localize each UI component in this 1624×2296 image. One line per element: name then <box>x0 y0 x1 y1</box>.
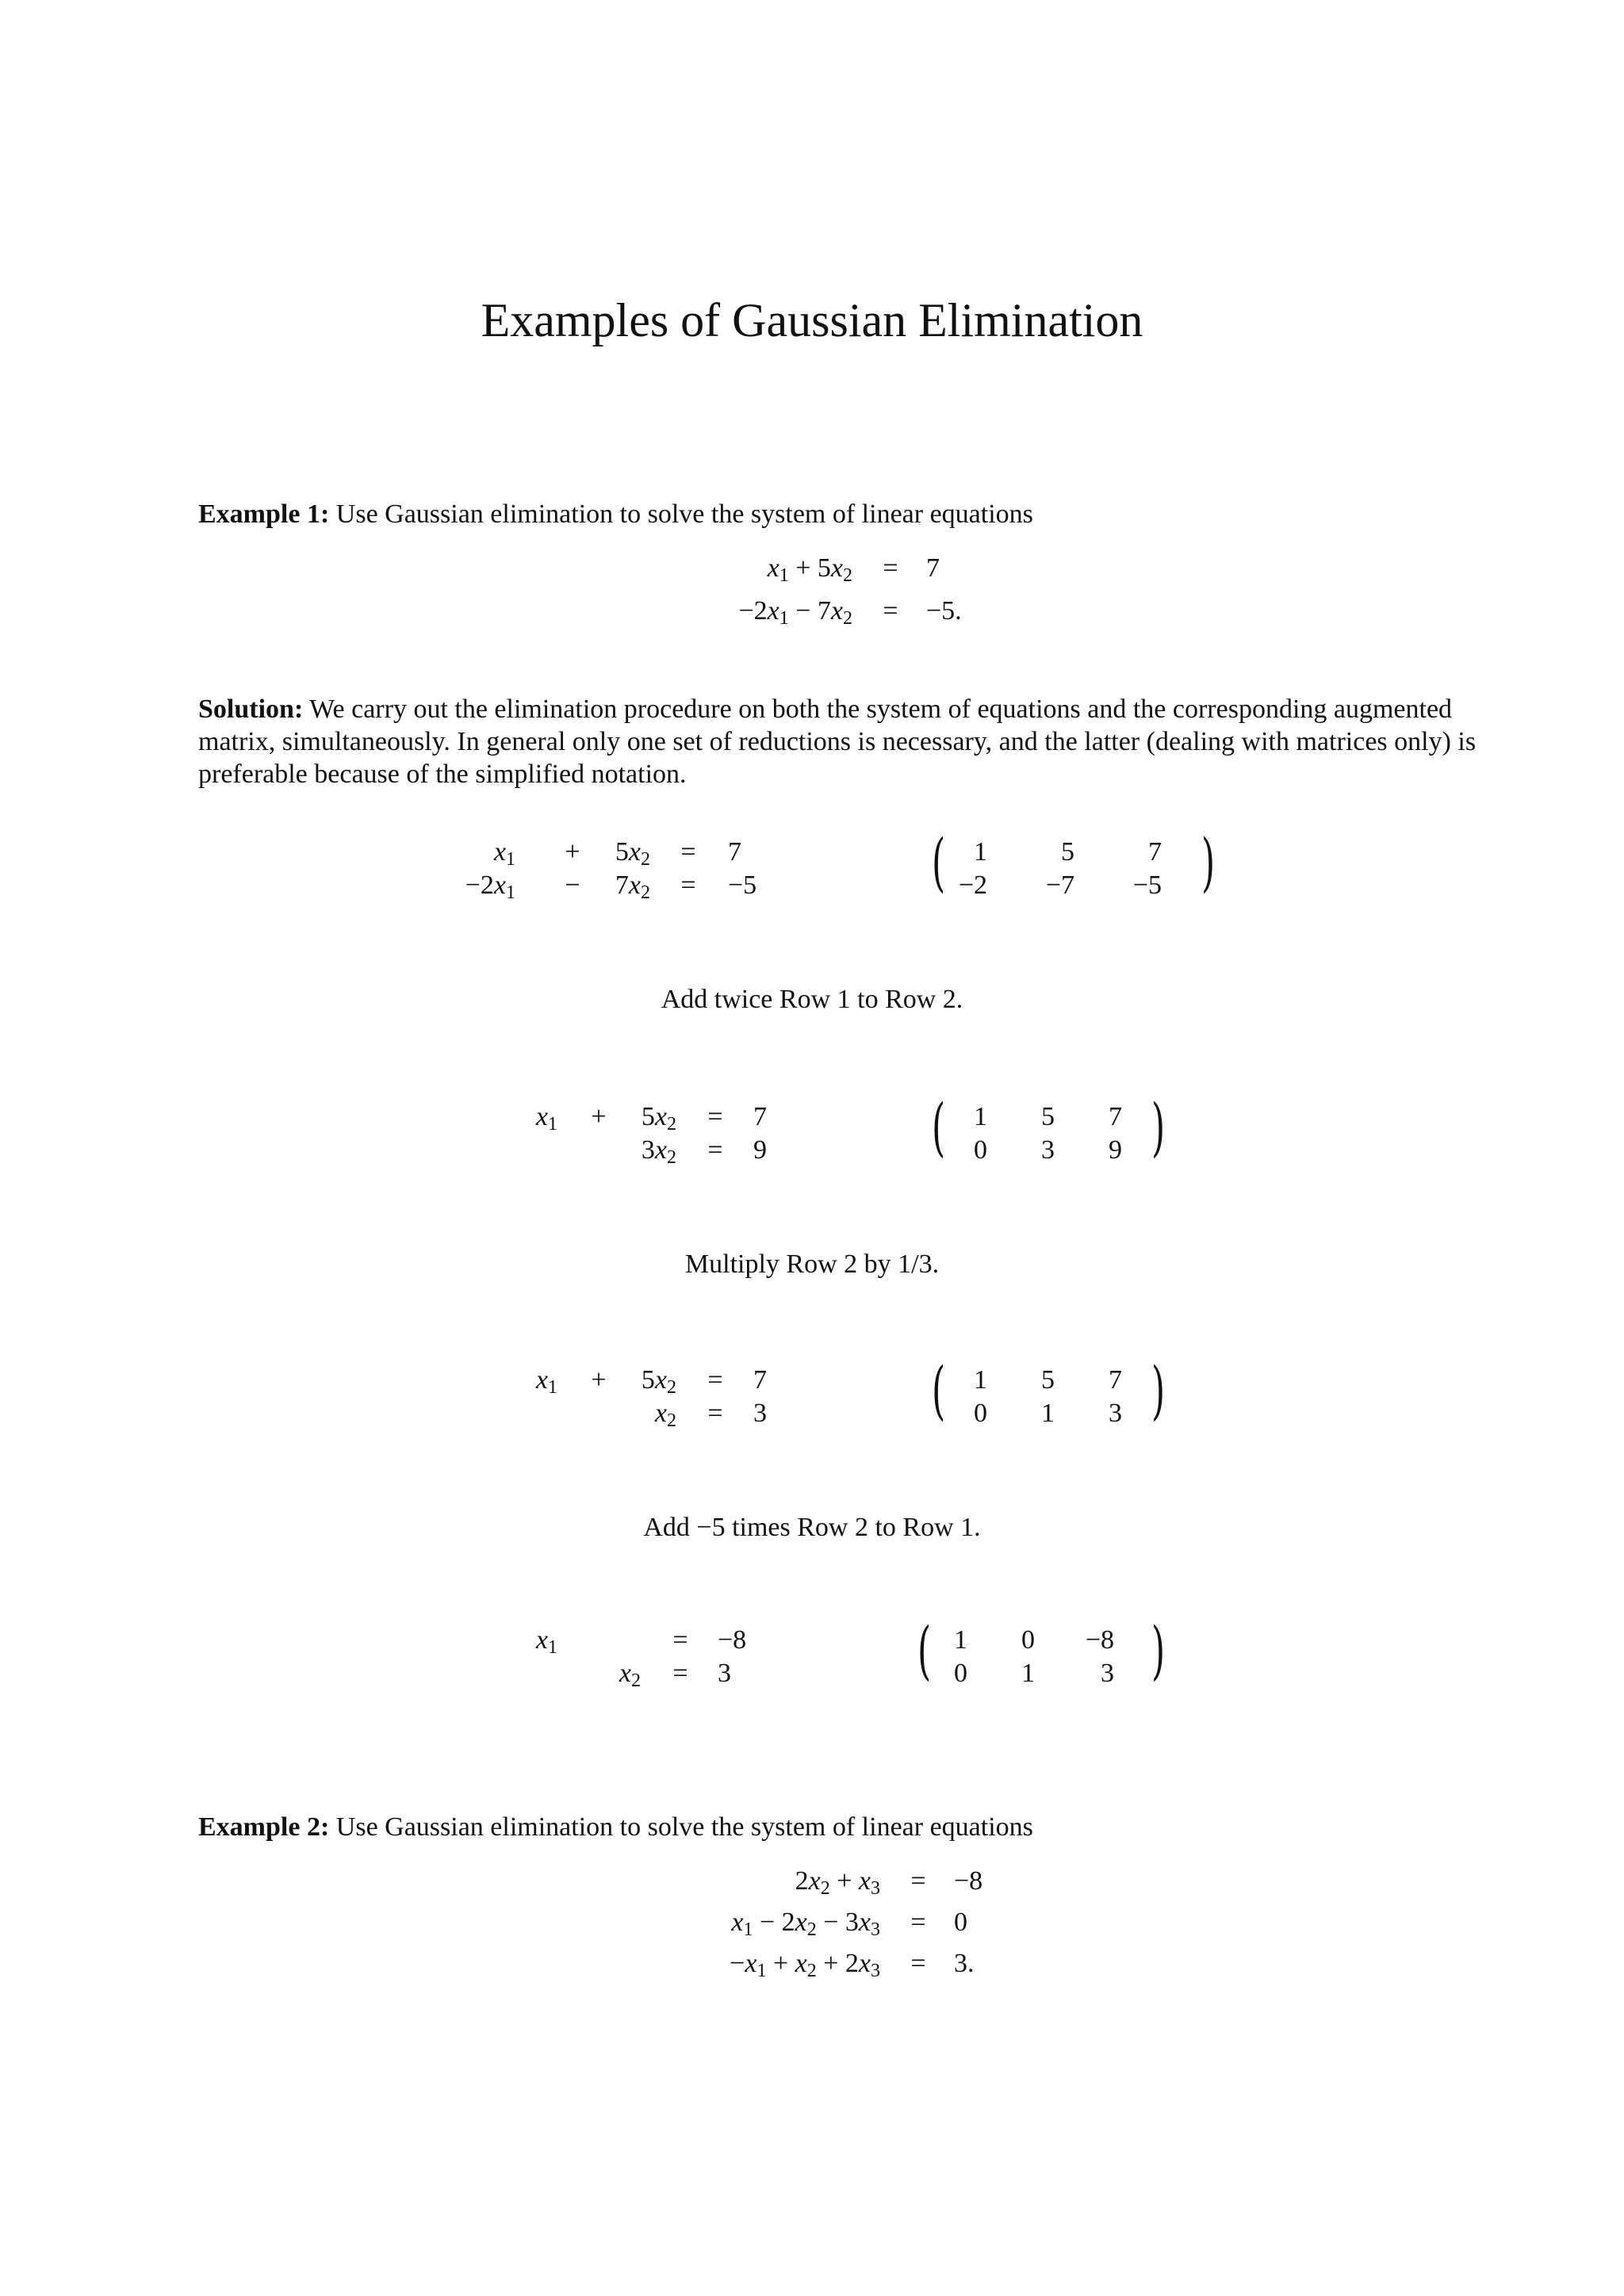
step2-matrix-left-paren: ( <box>932 1090 946 1164</box>
step3-row1-rhs: 7 <box>753 1365 767 1395</box>
step3-row2-rhs: 3 <box>753 1399 767 1428</box>
example1-eq2-rhs: −5. <box>926 596 962 626</box>
step1-row2-term1: $-2x_1$ <box>465 871 515 903</box>
step1-matrix-right-paren: ) <box>1201 825 1216 899</box>
step4-matrix-cell: 3 <box>1101 1659 1114 1688</box>
example2-eq2-lhs: $x_1 - 2x_2 - 3x_3$ <box>731 1908 880 1940</box>
example2-eq1-rhs: −8 <box>954 1866 983 1896</box>
step3-matrix-cell: 1 <box>1041 1399 1055 1428</box>
example1-prompt: Use Gaussian elimination to solve the system of linear equations <box>335 499 1033 529</box>
step2-matrix-cell: 9 <box>1109 1135 1122 1165</box>
step1-matrix-cell: −7 <box>1045 871 1074 900</box>
example2-eq2-equals: = <box>910 1908 926 1937</box>
step2-row1-equals: = <box>707 1102 723 1131</box>
step4-matrix-right-paren: ) <box>1151 1613 1166 1687</box>
step4-matrix-cell: 0 <box>954 1659 967 1688</box>
operation-2: Multiply Row 2 by 1/3. <box>684 1249 940 1279</box>
example2-label: Example 2: <box>198 1812 330 1842</box>
example1-label: Example 1: <box>198 499 330 529</box>
example1-paragraph <box>198 498 1483 530</box>
step4-row2-rhs: 3 <box>718 1659 731 1688</box>
step4-row1-term1: $x_1$ <box>535 1625 557 1658</box>
step3-matrix-cell: 7 <box>1109 1365 1122 1395</box>
step2-matrix-cell: 0 <box>974 1135 987 1165</box>
example2-eq1-lhs: $2x_2 + x_3$ <box>795 1866 880 1899</box>
step3-row2-term2: $x_2$ <box>654 1399 676 1431</box>
step3-row1-term2: $5x_2$ <box>641 1365 676 1398</box>
step1-row1-operator: + <box>565 837 580 867</box>
step1-row1-equals: = <box>680 837 696 867</box>
operation-3: Add −5 times Row 2 to Row 1. <box>643 1513 981 1542</box>
step2-matrix-cell: 3 <box>1041 1135 1055 1165</box>
step3-matrix-left-paren: ( <box>932 1353 946 1427</box>
step2-row1-term1: $x_1$ <box>535 1102 557 1135</box>
step1-matrix-cell: 7 <box>1148 837 1162 867</box>
step3-row1-term1: $x_1$ <box>535 1365 557 1398</box>
example1-eq2-equals: = <box>883 596 898 626</box>
example2-prompt: Use Gaussian elimination to solve the system of linear equations <box>335 1812 1033 1842</box>
step3-matrix-cell: 3 <box>1109 1399 1122 1428</box>
solution-paragraph <box>198 693 1483 790</box>
step1-row2-term2: $7x_2$ <box>615 871 650 903</box>
step4-matrix-cell: −8 <box>1085 1625 1114 1655</box>
step3-matrix-cell: 1 <box>974 1365 987 1395</box>
step4-row1-rhs: −8 <box>718 1625 747 1655</box>
step3-matrix-right-paren: ) <box>1151 1353 1166 1427</box>
step4-matrix-left-paren: ( <box>917 1613 932 1687</box>
step1-row2-equals: = <box>680 871 696 900</box>
solution-text: We carry out the elimination procedure on both the system of equations and the corresponding augmented matrix, simultaneously. In general only one set of reductions is necessary, and the latter (dealing with matrices only) is preferable because of the simplified notation. <box>198 695 1477 789</box>
example2-paragraph <box>198 1811 1483 1843</box>
step1-row1-term1: $x_1$ <box>493 837 515 870</box>
example2-eq2-rhs: 0 <box>954 1908 967 1937</box>
step2-matrix-cell: 5 <box>1041 1102 1055 1131</box>
operation-1: Add twice Row 1 to Row 2. <box>661 985 963 1014</box>
step2-matrix-cell: 1 <box>974 1102 987 1131</box>
step4-matrix-cell: 1 <box>954 1625 967 1655</box>
step4-row2-equals: = <box>672 1659 688 1688</box>
step1-matrix-cell: −2 <box>958 871 987 900</box>
step1-matrix-cell: 5 <box>1061 837 1074 867</box>
step1-row2-rhs: −5 <box>728 871 757 900</box>
step1-matrix-cell: −5 <box>1132 871 1162 900</box>
example2-eq1-equals: = <box>910 1866 926 1896</box>
step3-row1-equals: = <box>707 1365 723 1395</box>
step1-row1-rhs: 7 <box>728 837 741 867</box>
step3-row2-equals: = <box>707 1399 723 1428</box>
step1-matrix-left-paren: ( <box>932 825 946 899</box>
step2-row1-term2: $5x_2$ <box>641 1102 676 1135</box>
step4-matrix-cell: 0 <box>1021 1625 1035 1655</box>
example1-eq2-lhs: $-2x_1 - 7x_2$ <box>738 596 852 629</box>
step2-row2-term2: $3x_2$ <box>641 1135 676 1168</box>
step1-row1-term2: $5x_2$ <box>615 837 650 870</box>
step4-row1-equals: = <box>672 1625 688 1655</box>
solution-label: Solution: <box>198 695 304 724</box>
step2-row2-rhs: 9 <box>753 1135 767 1165</box>
example1-eq1-lhs: $x_1 + 5x_2$ <box>767 553 852 586</box>
step4-matrix-cell: 1 <box>1021 1659 1035 1688</box>
step3-matrix-cell: 0 <box>974 1399 987 1428</box>
example1-eq1-rhs: 7 <box>926 553 940 583</box>
step2-row1-rhs: 7 <box>753 1102 767 1131</box>
step2-matrix-right-paren: ) <box>1151 1090 1166 1164</box>
step2-row2-equals: = <box>707 1135 723 1165</box>
step2-matrix-cell: 7 <box>1109 1102 1122 1131</box>
step3-row1-operator: + <box>591 1365 607 1395</box>
example2-eq3-rhs: 3. <box>954 1949 975 1978</box>
page-title: Examples of Gaussian Elimination <box>481 294 1143 346</box>
step3-matrix-cell: 5 <box>1041 1365 1055 1395</box>
example1-eq1-equals: = <box>883 553 898 583</box>
step1-row2-operator: − <box>565 871 580 900</box>
step2-row1-operator: + <box>591 1102 607 1131</box>
step4-row2-term2: $x_2$ <box>619 1659 641 1691</box>
example2-eq3-lhs: $-x_1 + x_2 + 2x_3$ <box>730 1949 880 1981</box>
example2-eq3-equals: = <box>910 1949 926 1978</box>
step1-matrix-cell: 1 <box>974 837 987 867</box>
